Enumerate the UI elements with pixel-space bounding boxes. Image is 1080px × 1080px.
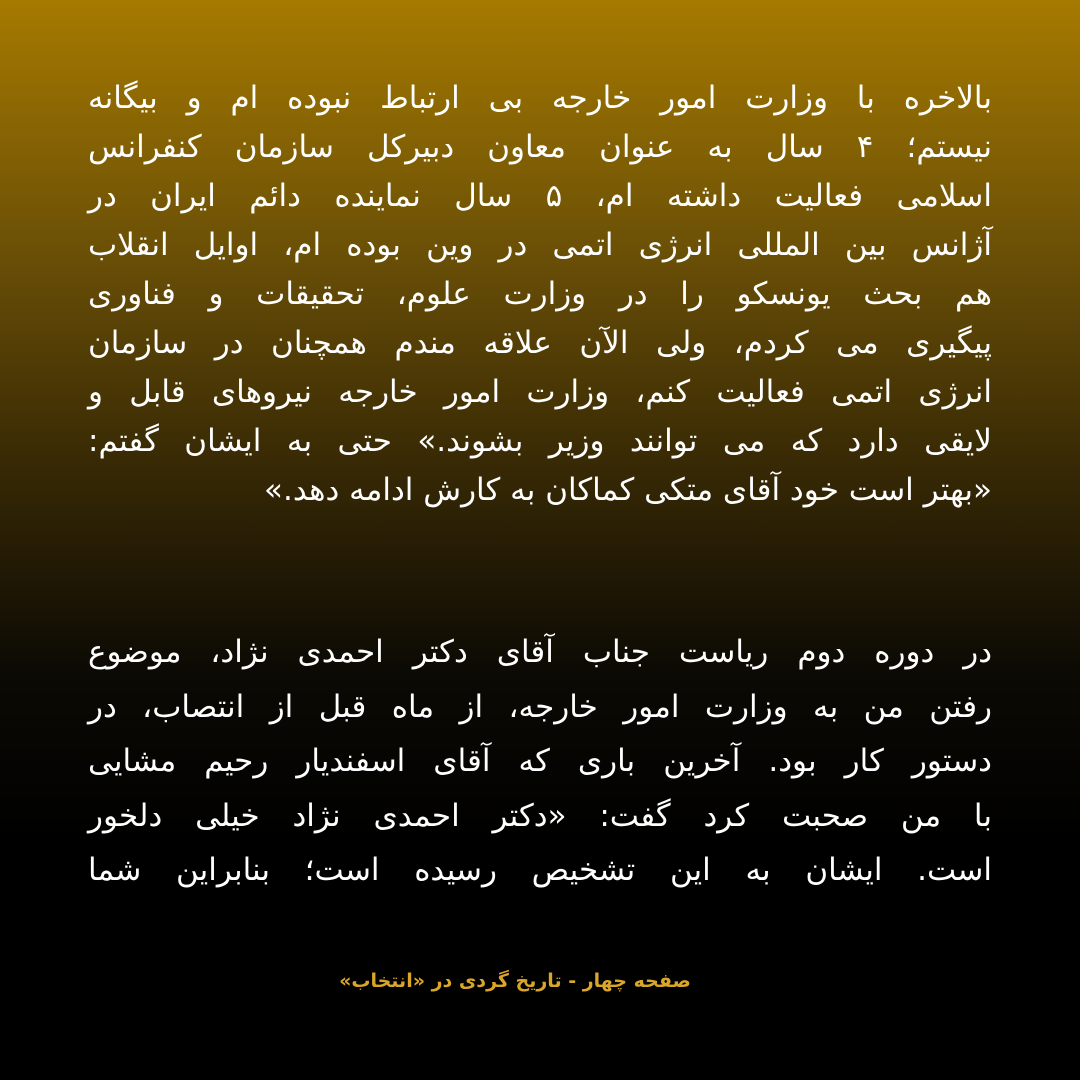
text-line: دستور کار بود. آخرین باری که آقای اسفندیار رحیم مشایی xyxy=(88,743,992,779)
text-line: رفتن من به وزارت امور خارجه، از ماه قبل از انتصاب، در xyxy=(88,688,992,725)
page-footer: صفحه چهار - تاریخ گردی در «انتخاب» xyxy=(339,970,691,992)
text-line: لایقی دارد که می توانند وزیر بشوند.» حتی به ایشان گفتم: xyxy=(88,423,992,459)
text-line: اسلامی فعالیت داشته ام، ۵ سال نماینده دائم ایران در xyxy=(88,178,992,214)
text-line: انرژی اتمی فعالیت کنم، وزارت امور خارجه نیروهای قابل و xyxy=(88,374,992,410)
text-line: در دوره دوم ریاست جناب آقای دکتر احمدی نژاد، موضوع xyxy=(88,634,992,670)
text-line: است. ایشان به این تشخیص رسیده است؛ بنابراین شما xyxy=(88,852,992,888)
text-line: پیگیری می کردم، ولی الآن علاقه مندم همچنان در سازمان xyxy=(88,325,992,361)
text-line: نیستم؛ ۴ سال به عنوان معاون دبیرکل سازمان کنفرانس xyxy=(88,129,992,165)
text-line: «بهتر است خود آقای متکی کماکان به کارش ادامه دهد.» xyxy=(264,472,992,508)
text-line: آژانس بین المللی انرژی اتمی در وین بوده ام، اوایل انقلاب xyxy=(88,227,992,263)
paragraph-2 xyxy=(88,625,992,898)
text-line: بالاخره با وزارت امور خارجه بی ارتباط نبوده ام و بیگانه xyxy=(88,80,992,116)
text-line: هم بحث یونسکو را در وزارت علوم، تحقیقات و فناوری xyxy=(88,276,992,312)
paragraph-1 xyxy=(88,74,992,515)
text-line: با من صحبت کرد گفت: «دکتر احمدی نژاد خیلی دلخور xyxy=(88,797,992,834)
